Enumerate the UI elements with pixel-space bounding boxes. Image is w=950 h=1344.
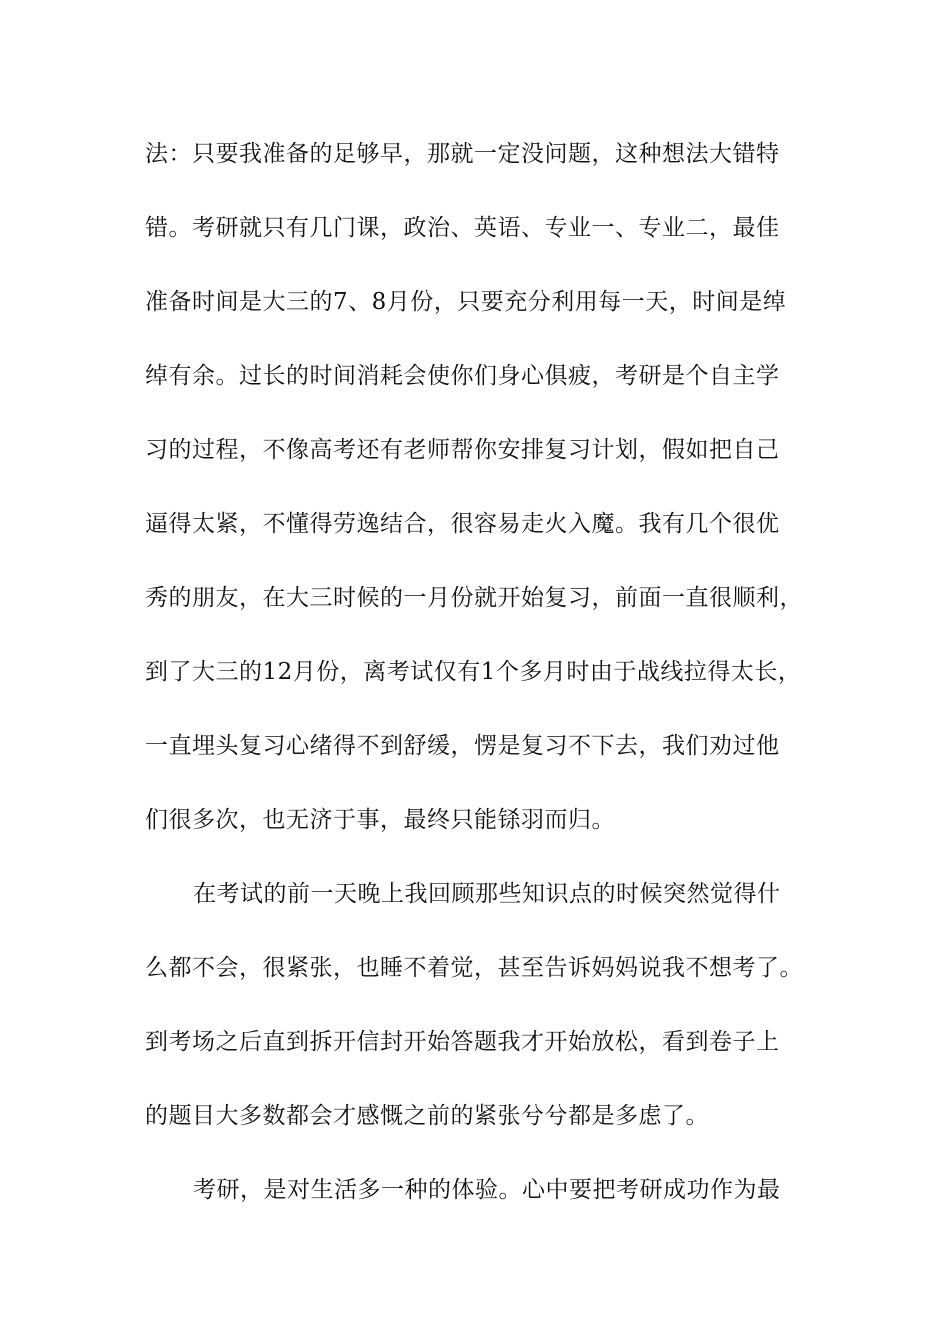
text-line: 到考场之后直到拆开信封开始答题我才开始放松，看到卷子上 xyxy=(145,1029,780,1055)
text-line: 习的过程，不像高考还有老师帮你安排复习计划，假如把自己 xyxy=(145,437,780,463)
paragraph-first-line: 考研，是对生活多一种的体验。心中要把考研成功作为最 xyxy=(193,1177,781,1203)
text-line: 们很多次，也无济于事，最终只能铩羽而归。 xyxy=(145,807,615,833)
text-line: 错。考研就只有几门课，政治、英语、专业一、专业二，最佳 xyxy=(145,215,780,241)
text-line: 法：只要我准备的足够早，那就一定没问题，这种想法大错特 xyxy=(145,141,780,167)
text-line: 的题目大多数都会才感慨之前的紧张兮兮都是多虑了。 xyxy=(145,1103,709,1129)
text-line: 么都不会，很紧张，也睡不着觉，甚至告诉妈妈说我不想考了。 xyxy=(145,955,803,981)
text-line: 一直埋头复习心绪得不到舒缓，愣是复习不下去，我们劝过他 xyxy=(145,733,780,759)
text-line: 秀的朋友，在大三时候的一月份就开始复习，前面一直很顺利， xyxy=(145,585,803,611)
text-line: 准备时间是大三的7、8月份，只要充分利用每一天，时间是绰 xyxy=(145,289,787,315)
text-line: 逼得太紧，不懂得劳逸结合，很容易走火入魔。我有几个很优 xyxy=(145,511,780,537)
text-line: 到了大三的12月份，离考试仅有1个多月时由于战线拉得太长， xyxy=(145,659,802,685)
paragraph-first-line: 在考试的前一天晚上我回顾那些知识点的时候突然觉得什 xyxy=(193,881,781,907)
text-line: 绰有余。过长的时间消耗会使你们身心俱疲，考研是个自主学 xyxy=(145,363,780,389)
